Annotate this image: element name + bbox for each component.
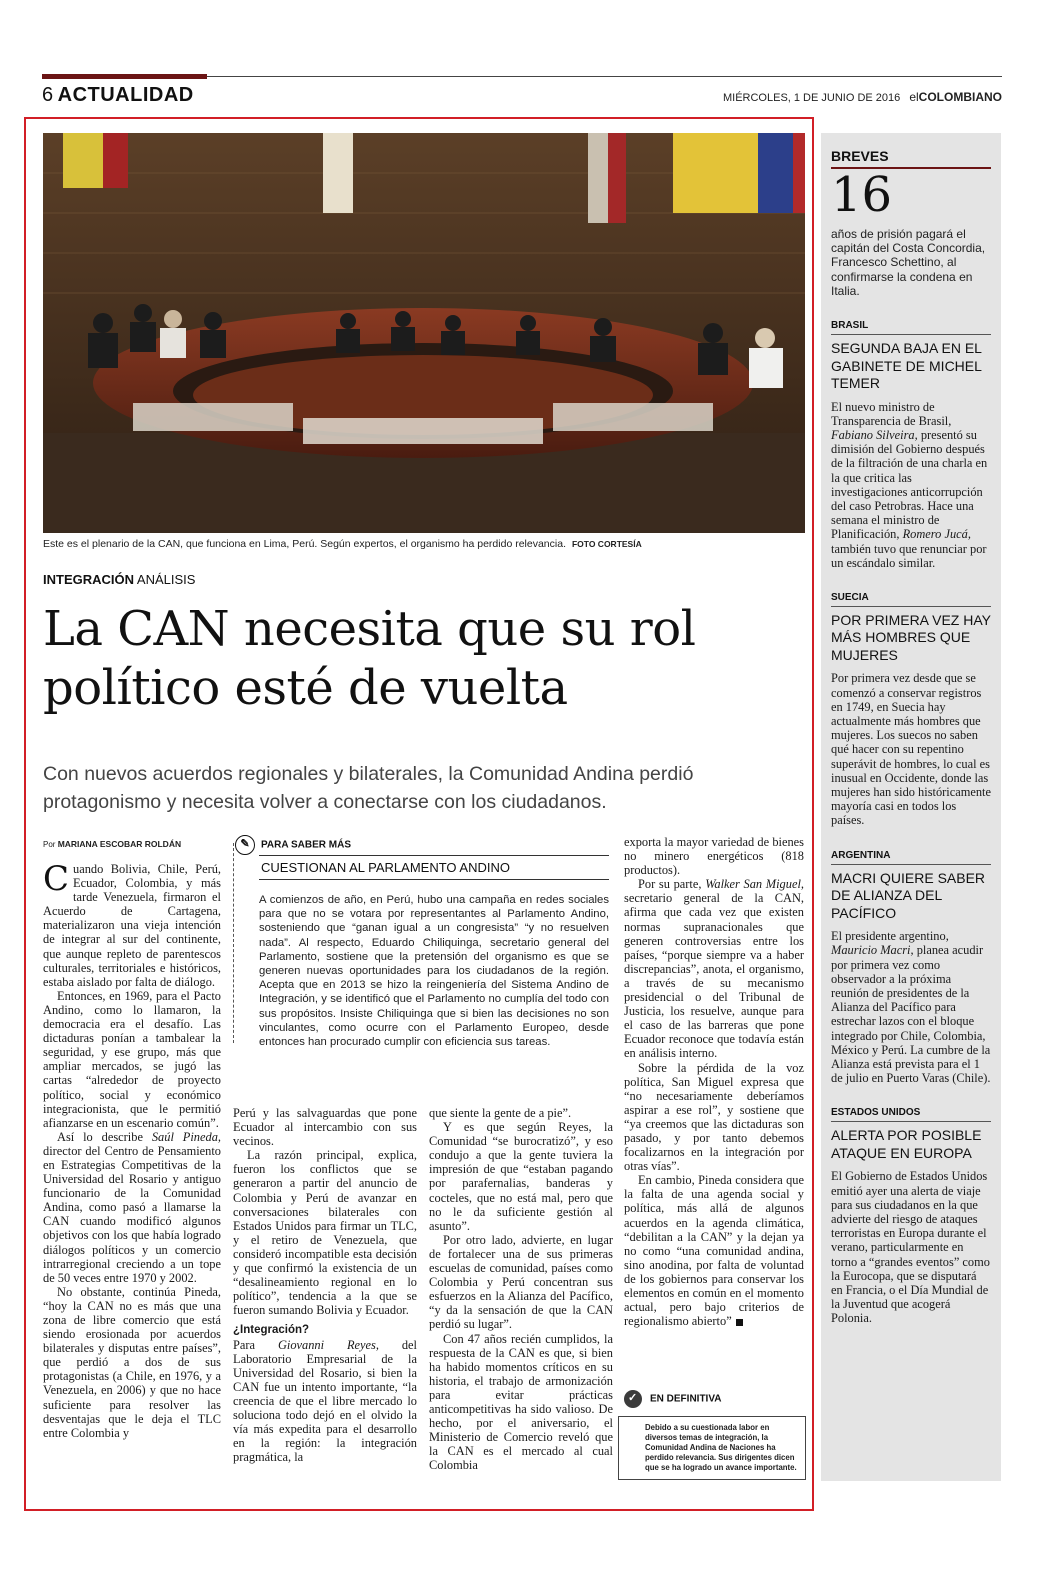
photo-caption [43,538,642,550]
brief-text: Por primera vez desde que se comenzó a conservar registros en 1749, en Suecia hay actualmente más hombres que mujeres. Los suecos no saben qué hacer con su repentino superávit de hombres, lo cual es inusual en Occidente, donde las mujeres han sido históricamente mayoría casi en todos los países. [831,671,992,828]
article-kicker [43,572,195,587]
paragraph: En cambio, Pineda considera que la falta de una agenda social y política, más allá de algunos acuerdos en la agenda climática, “debilitan a la CAN” y la dejan ya no como “una comunidad andina, sino anodina, por falta de voluntad de los gobiernos para conservar los elementos en común en el momento actual, pero bajo criterios de regionalismo abierto” [624,1173,804,1329]
article-column-2 [233,1106,417,1464]
caption-text: Este es el plenario de la CAN, que funciona en Lima, Perú. Según expertos, el organismo ha perdido relevancia. [43,538,566,550]
brief-title: SEGUNDA BAJA EN EL GABINETE DE MICHEL TEMER [831,340,982,392]
brief-country: BRASIL [831,320,991,335]
brief-country: SUECIA [831,592,991,607]
check-icon [624,1390,642,1408]
box-text: A comienzos de año, en Perú, hubo una campaña en redes sociales para que no se votara por representantes al Parlamento Andino, sosteniendo que “ganan igual a un congresista” “y no resuelven nada”. Al respecto, Eduardo Chiliquinga, secretario general del Parlamento, sostiene que la pretensión del organismo es que se generen nuevas oportunidades para los ciudadanos de la región. Acepta que en 2013 se hizo la reingeniería del Sistema Andino de Integración, y se identificó que el Parlamento no cumplía del todo con sus propósitos. Insiste Chiliquinga que si bien las decisiones no son vinculantes, como ocurre con el Parlamento Europeo, desde entonces han procurado cumplir con eficiencia sus tareas. [259,894,609,1049]
page-number: 6 [42,84,54,106]
paragraph: Entonces, en 1969, para el Pacto Andino, como lo llamaron, la democracia era el desafío. Las dictaduras ponían a tambalear la seguridad, y ese grupo, más que ampliar mercados, se jugó las cartas “alrededor de proyecto político, social y económico integracionista, que le permitió afianzarse en un escenario común”. [43,988,221,1130]
byline: Por MARIANA ESCOBAR ROLDÁN [43,839,182,849]
article-column-4 [624,835,804,1328]
brief-item [831,850,991,1086]
paragraph: Para Giovanni Reyes, del Laboratorio Empresarial de la Universidad del Rosario, si bien la CAN fue un intento importante, “la creencia de que el libre mercado lo soluciona todo dejó en el olvido la vía más expedita para el desarrollo en la región: la integración pragmática, la [233,1337,417,1465]
paragraph: Por su parte, Walker San Miguel, secretario general de la CAN, afirma que cada vez que existen normas supranacionales que generen controversias entre los países, “porque siempre va a haber discrepancias”, anota, el organismo, a través de su mecanismo presidencial o del Tribunal de Justicia, los resuelve, aunque para el caso de las barreras que pone Ecuador reconoce que todavía están en análisis interno. [624,877,804,1061]
box-title: CUESTIONAN AL PARLAMENTO ANDINO [259,855,609,880]
article-headline: La CAN necesita que su rol político esté de vuelta [43,601,696,716]
brief-item [831,592,991,828]
plenary-photo [43,133,805,533]
box-label: ✎ PARA SABER MÁS [235,835,351,855]
section-name: ACTUALIDAD [57,84,194,106]
brief-title: MACRI QUIERE SABER DE ALIANZA DEL PACÍFICO [831,869,986,921]
paragraph: exporta la mayor variedad de bienes no minero energéticos (818 productos). [624,835,804,878]
para-saber-mas-box [233,833,613,1095]
byline-author: MARIANA ESCOBAR ROLDÁN [57,839,182,849]
paragraph: Con 47 años recién cumplidos, la respuesta de la CAN es que, si bien ha habido momentos críticos en su historia, el trabajo de armonización para evitar prácticas anticompetitivas ha sido valioso. De hecho, por el aniversario, el Ministerio de Comercio reveló que la CAN es el mercado al cual Colombia [429,1331,613,1473]
paragraph: Cuando Bolivia, Chile, Perú, Ecuador, Colombia, y más tarde Venezuela, firmaron el Acuerdo de Cartagena, materializaron una vieja intención de integrar al sur del continente, que aunque repleto de parentescos culturales, territoriales e históricos, estaba aislado por falta de diálogo. [43,859,221,989]
brief-title: ALERTA POR POSIBLE ATAQUE EN EUROPA [831,1127,982,1161]
kicker-topic: INTEGRACIÓN [43,572,134,587]
brief-country: ESTADOS UNIDOS [831,1107,991,1122]
article-column-1 [43,859,221,1440]
box-text: Debido a su cuestionada labor en diversos temas de integración, la Comunidad Andina de Naciones ha perdido relevancia. Sus dirigentes dicen que se ha logrado un avance importante. [618,1416,806,1480]
big-number: 16 [831,167,893,223]
paragraph: La razón principal, explica, fueron los conflictos que se generaron a partir del anuncio de Colombia y Perú de avanzar en conversaciones bilaterales con Estados Unidos para firmar un TLC, y el retiro de Venezuela, que consideró incompatible esta decisión y que confirmó la existencia de un “desalineamiento regional en lo político”, tendencia a la que se fueron sumando Bolivia y Ecuador. [233,1148,417,1318]
breves-sidebar [821,133,1001,1481]
brief-item [831,320,991,570]
article-subhead: Con nuevos acuerdos regionales y bilaterales, la Comunidad Andina perdió protagonismo y necesita volver a conectarse con los ciudadanos. [43,763,694,813]
kicker-type: ANÁLISIS [136,572,196,587]
brief-text: El presidente argentino, Mauricio Macri, planea acudir por primera vez como observador a la próxima reunión de presidentes de la Alianza del Pacífico para estrechar lazos con el bloque integrado por Chile, Colombia, México y Perú. La cumbre de la Alianza está prevista para el 1 de julio en Puerto Varas (Chile). [831,929,991,1086]
box-guide-line [233,843,234,1043]
article-column-3 [429,1106,613,1472]
newspaper-logo: elCOLOMBIANO [909,90,1002,104]
brief-text: El nuevo ministro de Transparencia de Brasil, Fabiano Silveira, presentó su dimisión del Gobierno después de la filtración de una charla en la que critica las investigaciones anticorrupción del caso Petrobras. Hace una semana el ministro de Planificación, Romero Jucá, también tuvo que renunciar por un escándalo similar. [831,399,988,570]
en-definitiva-box [618,1390,806,1480]
photo-credit: FOTO CORTESÍA [571,539,642,549]
drop-cap: C [43,859,70,899]
paragraph: Por otro lado, advierte, en lugar de fortalecer una de sus primeras escuelas de comunidad, países como Colombia y Perú concentran sus esfuerzos en la Alianza del Pacífico, “y da la sensación de que la CAN perdió su lugar”. [429,1232,613,1332]
end-mark-icon [736,1319,743,1326]
brief-item [831,1107,991,1325]
sidebar-label: BREVES [831,148,991,169]
brief-country: ARGENTINA [831,850,991,865]
pin-icon: ✎ [235,835,255,855]
paragraph: Y es que según Reyes, la Comunidad “se burocratizó”, y eso condujo a que la gente tuviera la impresión de que “estaban pagando por parafernalias, banderas y cocteles, que no está mal, pero que no le da suficiente gestión al asunto”. [429,1120,613,1233]
page-dateline [723,90,1002,104]
paragraph: que siente la gente de a pie”. [429,1106,572,1120]
brief-text: El Gobierno de Estados Unidos emitió ayer una alerta de viaje para sus ciudadanos en la que advierte del riesgo de ataques terroristas en Europa durante el verano, particularmente en torno a “grandes eventos” como la Eurocopa, que se disputará en Francia, o el Día Mundial de la Juventud que acogerá Polonia. [831,1169,990,1326]
paragraph: No obstante, continúa Pineda, “hoy la CAN no es más que una zona de libre comercio que está siendo erosionada por acuerdos bilaterales y disputas entre países”, que perdió a dos de sus protagonistas (a Chile, en 1976, y a Venezuela, en 2006) y que no hace suficiente para resolver las desventajas que le deja el TLC entre Colombia y [43,1284,221,1440]
box-label: ✓EN DEFINITIVA [624,1390,806,1408]
issue-date: MIÉRCOLES, 1 DE JUNIO DE 2016 [722,92,901,104]
page-section [42,84,194,107]
brief-title: POR PRIMERA VEZ HAY MÁS HOMBRES QUE MUJERES [831,611,991,663]
paragraph: Sobre la pérdida de la voz política, San Miguel expresa que “no necesariamente deberíamos aspirar a ese rol”, y sostiene que “ya creemos que las dictaduras son pasado, y por tanto debemos focalizarnos en la integración por otras vías”. [624,1060,804,1174]
paragraph: Así lo describe Saúl Pineda, director del Centro de Pensamiento en Estrategias Competitivas de la Universidad del Rosario y antiguo funcionario de la Comunidad Andina, como pasó a llamarse la CAN cuando modificó algunos objetivos con los que había logrado diálogos políticos y un comercio intrarregional creciendo a un tope de 50 veces entre 1970 y 2002. [43,1129,221,1285]
section-tab [42,74,207,79]
paragraph: Perú y las salvaguardas que pone Ecuador al intercambio con sus vecinos. [233,1106,417,1149]
big-number-text: años de prisión pagará el capitán del Costa Concordia, Francesco Schettino, al confirmarse la condena en Italia. [831,227,986,298]
section-subheading: ¿Integración? [233,1324,310,1337]
